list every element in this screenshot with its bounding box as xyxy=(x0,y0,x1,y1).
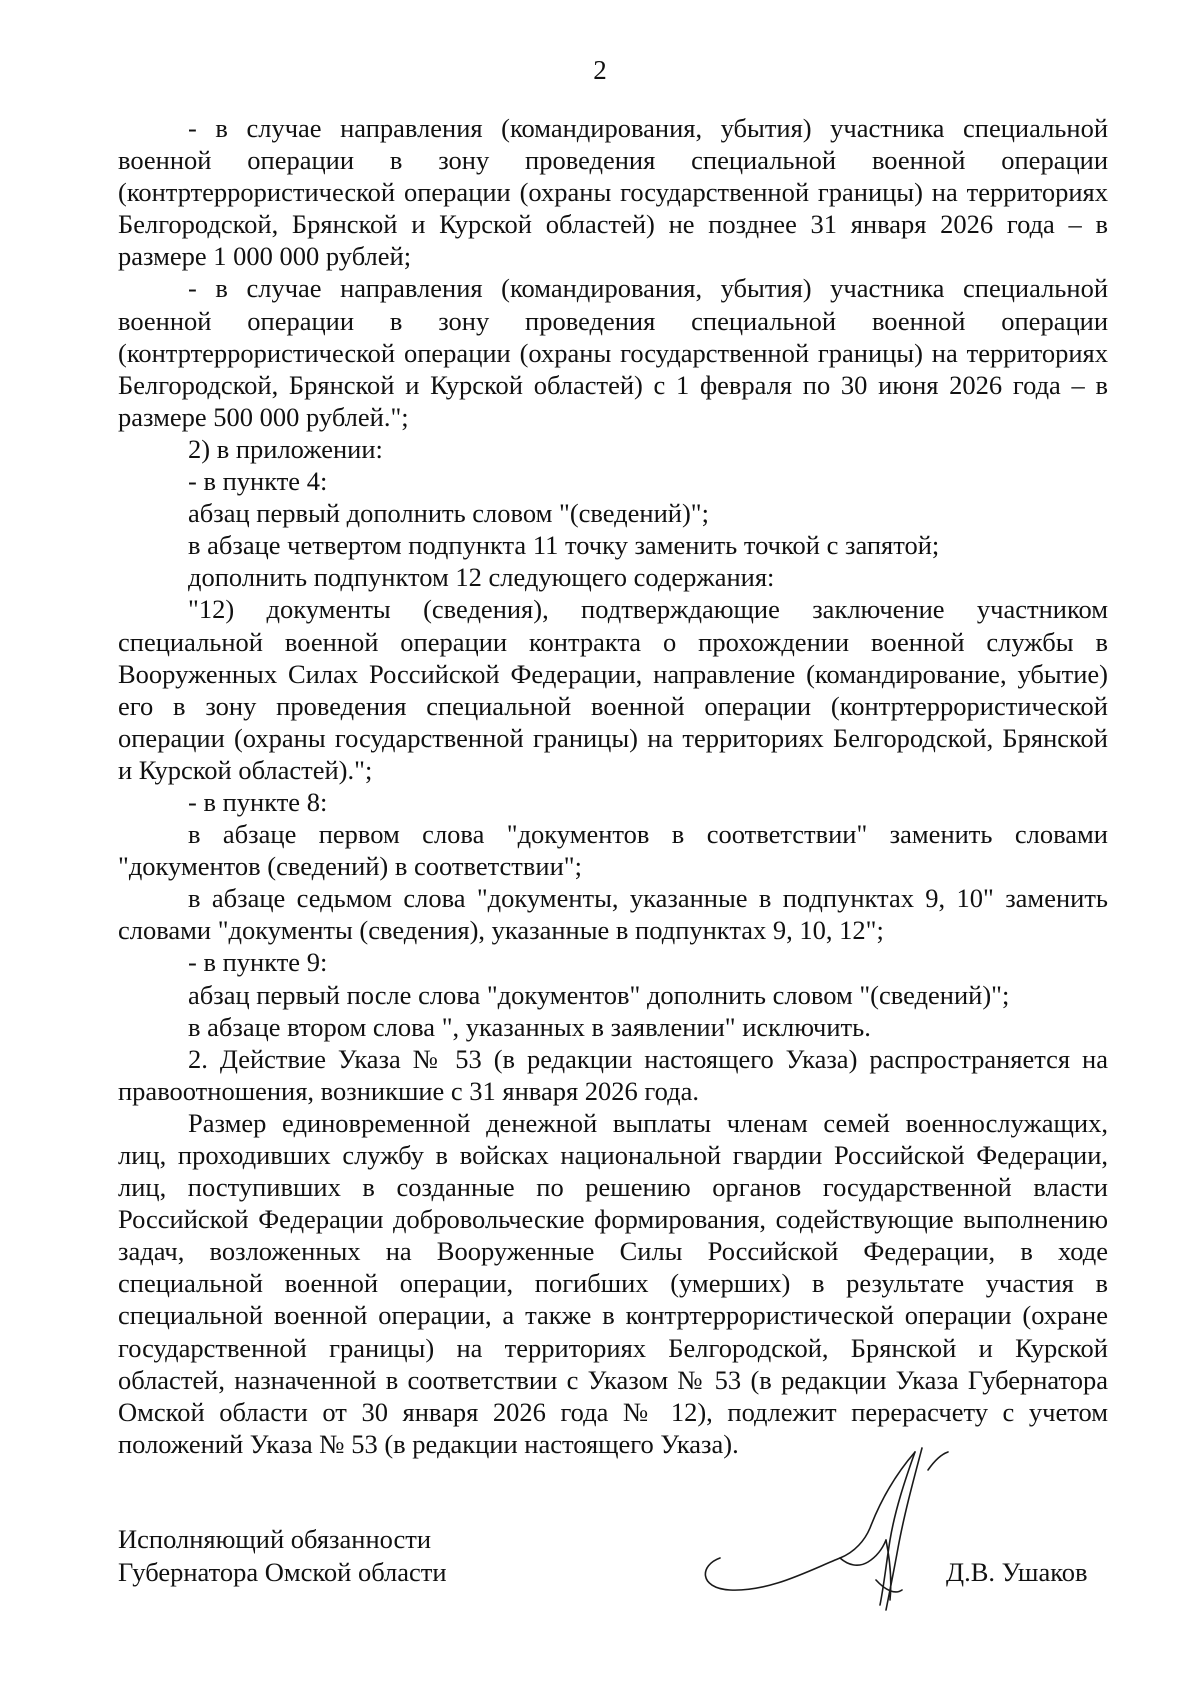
paragraph-15: 2. Действие Указа № 53 (в редакции настоящего Указа) распространяется на правоотношения, возникшие с 31 января 2026 года. xyxy=(118,1043,1108,1106)
signatory-name: Д.В. Ушаков xyxy=(946,1557,1088,1587)
paragraph-4: - в пункте 4: xyxy=(188,466,328,497)
paragraph-10: в абзаце первом слова "документов в соответствии" заменить словами "документов (сведений) в соответствии"; xyxy=(118,819,1108,882)
paragraph-13: абзац первый после слова "документов" дополнить словом "(сведений)"; xyxy=(188,979,1010,1010)
page-number: 2 xyxy=(593,55,607,85)
paragraph-12: - в пункте 9: xyxy=(188,947,328,978)
paragraph-16: Размер единовременной денежной выплаты членам семей военнослужащих, лиц, проходивших службу в войсках национальной гвардии Российской Федерации, лиц, поступивших в созданные по решению органов государственной власти Российской Федерации добровольческие формирования, содействующие выполнению задач, возложенных на Вооруженные Силы Российской Федерации, в ходе специальной военной операции, погибших (умерших) в результате участия в специальной военной операции, а также в контртеррористической операции (охране государственной границы) на территориях Белгородской, Брянской и Курской областей, назначенной в соответствии с Указом № 53 (в редакции Указа Губернатора Омской области от 30 января 2026 года № 12), подлежит перерасчету с учетом положений Указа № 53 (в редакции настоящего Указа). xyxy=(118,1107,1108,1459)
signatory-position xyxy=(118,1523,447,1589)
paragraph-6: в абзаце четвертом подпункта 11 точку заменить точкой с запятой; xyxy=(188,530,940,561)
paragraph-3: 2) в приложении: xyxy=(188,433,383,464)
paragraph-11: в абзаце седьмом слова "документы, указанные в подпунктах 9, 10" заменить словами "документы (сведения), указанные в подпунктах 9, 10, 12"; xyxy=(118,883,1108,946)
paragraph-14: в абзаце втором слова ", указанных в заявлении" исключить. xyxy=(188,1011,871,1042)
document-body xyxy=(118,112,1108,1460)
signatory-position-line-2: Губернатора Омской области xyxy=(118,1557,447,1587)
paragraph-5: абзац первый дополнить словом "(сведений)"; xyxy=(188,498,709,529)
handwritten-signature xyxy=(690,1440,1010,1625)
paragraph-7: дополнить подпунктом 12 следующего содержания: xyxy=(188,562,775,593)
paragraph-2: - в случае направления (командирования, убытия) участника специальной военной операции в зону проведения специальной военной операции (контртеррористической операции (охраны государственной границы) на территориях Белгородской, Брянской и Курской областей) с 1 февраля по 30 июня 2026 года – в размере 500 000 рублей."; xyxy=(118,273,1108,432)
signatory-position-line-1: Исполняющий обязанности xyxy=(118,1524,432,1554)
paragraph-9: - в пункте 8: xyxy=(188,786,328,817)
paragraph-1: - в случае направления (командирования, убытия) участника специальной военной операции в зону проведения специальной военной операции (контртеррористической операции (охраны государственной границы) на территориях Белгородской, Брянской и Курской областей) не позднее 31 января 2026 года – в размере 1 000 000 рублей; xyxy=(118,113,1108,272)
paragraph-8: "12) документы (сведения), подтверждающие заключение участником специальной военной операции контракта о прохождении военной службы в Вооруженных Силах Российской Федерации, направление (командирование, убытие) его в зону проведения специальной военной операции (контртеррористической операции (охраны государственной границы) на территориях Белгородской, Брянской и Курской областей)."; xyxy=(118,594,1108,785)
